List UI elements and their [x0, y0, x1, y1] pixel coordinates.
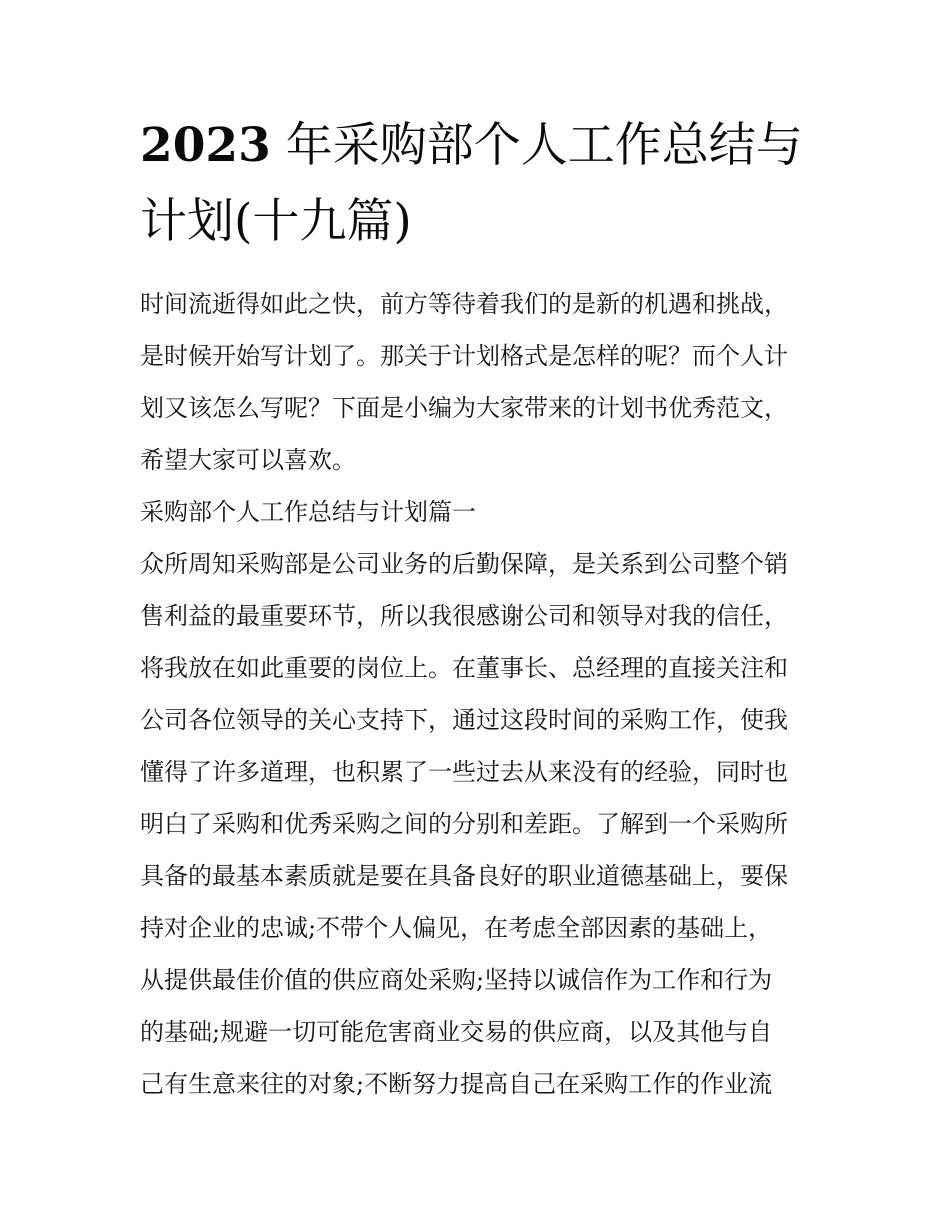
- body-line: 己有生意来往的对象;不断努力提高自己在采购工作的作业流: [140, 1070, 773, 1098]
- body-line: 的基础;规避一切可能危害商业交易的供应商，以及其他与自: [140, 1018, 773, 1046]
- body-line: 公司各位领导的关心支持下，通过这段时间的采购工作，使我: [140, 706, 788, 734]
- body-line: 将我放在如此重要的岗位上。在董事长、总经理的直接关注和: [140, 654, 788, 682]
- title-line-1: [140, 108, 820, 184]
- title-line-2: 计划(十九篇): [140, 194, 412, 249]
- body-line: 售利益的最重要环节，所以我很感谢公司和领导对我的信任，: [140, 602, 788, 630]
- intro-line: 时间流逝得如此之快，前方等待着我们的是新的机遇和挑战，: [140, 290, 788, 318]
- body-line: 明白了采购和优秀采购之间的分别和差距。了解到一个采购所: [140, 810, 788, 838]
- section-heading: 采购部个人工作总结与计划篇一: [140, 498, 476, 526]
- body-line: 众所周知采购部是公司业务的后勤保障，是关系到公司整个销: [140, 550, 788, 578]
- document-title: [140, 108, 820, 260]
- title-year: 2023: [140, 118, 271, 173]
- intro-line: 是时候开始写计划了。那关于计划格式是怎样的呢？而个人计: [140, 342, 788, 370]
- body-line: 从提供最佳价值的供应商处采购;坚持以诚信作为工作和行为: [140, 966, 773, 994]
- intro-paragraph: [140, 278, 820, 486]
- intro-line: 划又该怎么写呢？下面是小编为大家带来的计划书优秀范文，: [140, 394, 788, 422]
- body-line: 懂得了许多道理，也积累了一些过去从来没有的经验，同时也: [140, 758, 788, 786]
- title-line-1-text: 年采购部个人工作总结与: [270, 118, 803, 173]
- body-line: 具备的最基本素质就是要在具备良好的职业道德基础上，要保: [140, 862, 788, 890]
- intro-line: 希望大家可以喜欢。: [140, 446, 356, 474]
- document-content: [140, 108, 820, 1110]
- body-paragraph: [140, 538, 820, 1110]
- body-line: 持对企业的忠诚;不带个人偏见，在考虑全部因素的基础上，: [140, 914, 773, 942]
